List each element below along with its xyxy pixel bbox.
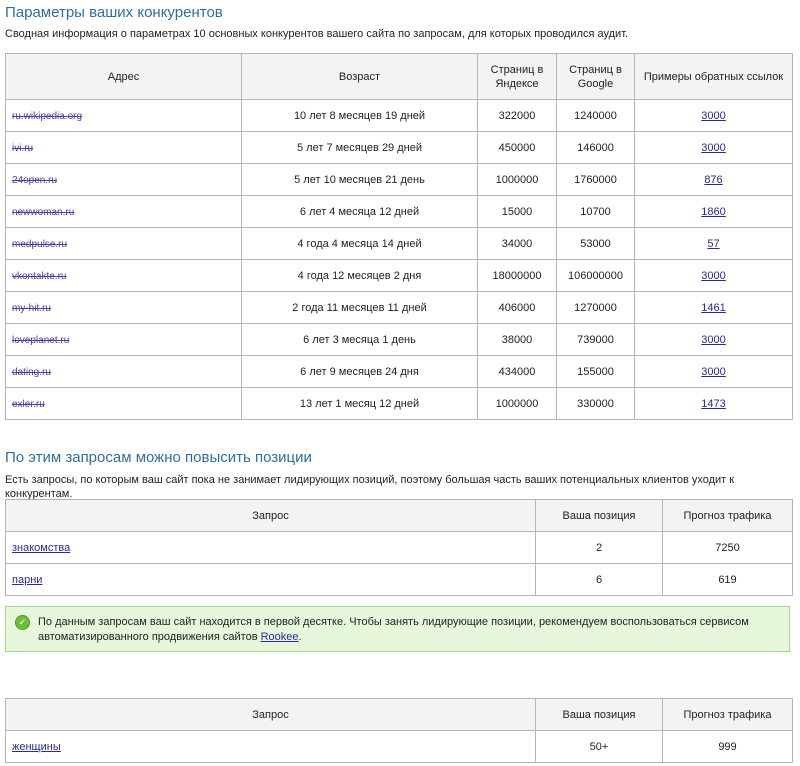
competitor-site-link[interactable]: vkontakte.ru xyxy=(12,270,67,282)
backlinks-link[interactable]: 3000 xyxy=(701,269,726,282)
competitor-age: 2 года 11 месяцев 11 дней xyxy=(242,292,478,324)
competitor-site-link[interactable]: my-hit.ru xyxy=(12,302,51,314)
table-row xyxy=(6,164,793,196)
info-note xyxy=(5,606,790,652)
competitor-age: 6 лет 9 месяцев 24 дня xyxy=(242,356,478,388)
competitor-site-link[interactable]: dating.ru xyxy=(12,366,51,378)
competitor-age: 4 года 12 месяцев 2 дня xyxy=(242,260,478,292)
query-traffic: 7250 xyxy=(663,532,793,564)
table-row xyxy=(6,731,793,763)
table-row xyxy=(6,564,793,596)
backlinks-link[interactable]: 3000 xyxy=(701,365,726,378)
table-row xyxy=(6,196,793,228)
competitor-site-link[interactable]: exler.ru xyxy=(12,398,45,410)
low-queries-header-row xyxy=(6,699,793,731)
table-row xyxy=(6,100,793,132)
competitor-age: 4 года 4 месяца 14 дней xyxy=(242,228,478,260)
header-traffic: Прогноз трафика xyxy=(663,699,793,731)
low-position-queries-table xyxy=(5,698,793,763)
competitor-site-link[interactable]: 24open.ru xyxy=(12,174,58,186)
competitors-title: Параметры ваших конкурентов xyxy=(5,4,223,21)
competitors-description: Сводная информация о параметрах 10 основных конкурентов вашего сайта по запросам, для которых проводился аудит. xyxy=(5,28,629,40)
competitor-yandex-pages: 15000 xyxy=(478,196,557,228)
query-position: 6 xyxy=(536,564,663,596)
competitor-site-link[interactable]: newwoman.ru xyxy=(12,206,75,218)
competitor-yandex-pages: 406000 xyxy=(478,292,557,324)
competitor-google-pages: 1240000 xyxy=(557,100,635,132)
competitor-age: 6 лет 3 месяца 1 день xyxy=(242,324,478,356)
backlinks-link[interactable]: 1473 xyxy=(701,397,726,410)
competitor-google-pages: 146000 xyxy=(557,132,635,164)
competitor-site-link[interactable]: ivi.ru xyxy=(12,142,34,154)
competitor-site-link[interactable]: medpulse.ru xyxy=(12,238,68,250)
competitor-site-link[interactable]: ru.wikipedia.org xyxy=(12,110,83,122)
backlinks-link[interactable]: 57 xyxy=(707,237,720,250)
query-position: 2 xyxy=(536,532,663,564)
header-address: Адрес xyxy=(6,54,242,100)
note-text: По данным запросам ваш сайт находится в первой десятке. Чтобы занять лидирующие позиции, рекомендуем воспользоваться сервисом автоматизированного продвижения сайтов xyxy=(38,616,749,643)
competitor-google-pages: 10700 xyxy=(557,196,635,228)
competitor-google-pages: 53000 xyxy=(557,228,635,260)
rookee-link[interactable]: Rookee xyxy=(260,631,299,643)
competitor-yandex-pages: 1000000 xyxy=(478,164,557,196)
table-row xyxy=(6,388,793,420)
competitor-google-pages: 155000 xyxy=(557,356,635,388)
competitor-age: 5 лет 10 месяцев 21 день xyxy=(242,164,478,196)
queries-header-row xyxy=(6,500,793,532)
backlinks-link[interactable]: 3000 xyxy=(701,109,726,122)
header-position: Ваша позиция xyxy=(536,500,663,532)
table-row xyxy=(6,532,793,564)
query-position: 50+ xyxy=(536,731,663,763)
table-row xyxy=(6,260,793,292)
competitor-yandex-pages: 450000 xyxy=(478,132,557,164)
competitor-google-pages: 1760000 xyxy=(557,164,635,196)
competitor-yandex-pages: 434000 xyxy=(478,356,557,388)
header-query: Запрос xyxy=(6,699,536,731)
header-traffic: Прогноз трафика xyxy=(663,500,793,532)
competitor-yandex-pages: 1000000 xyxy=(478,388,557,420)
backlinks-link[interactable]: 1461 xyxy=(701,301,726,314)
header-position: Ваша позиция xyxy=(536,699,663,731)
header-yandex-pages: Страниц в Яндексе xyxy=(478,54,557,100)
backlinks-link[interactable]: 3000 xyxy=(701,333,726,346)
competitor-google-pages: 106000000 xyxy=(557,260,635,292)
header-google-pages: Страниц в Google xyxy=(557,54,635,100)
query-link[interactable]: женщины xyxy=(12,740,61,753)
note-text-end: . xyxy=(298,631,302,643)
queries-table xyxy=(5,499,793,596)
improve-positions-title: По этим запросам можно повысить позиции xyxy=(5,449,312,466)
query-link[interactable]: парни xyxy=(12,573,43,586)
competitor-site-link[interactable]: loveplanet.ru xyxy=(12,334,70,346)
table-row xyxy=(6,356,793,388)
competitors-header-row xyxy=(6,54,793,100)
header-query: Запрос xyxy=(6,500,536,532)
table-row xyxy=(6,228,793,260)
competitor-google-pages: 739000 xyxy=(557,324,635,356)
competitor-yandex-pages: 34000 xyxy=(478,228,557,260)
table-row xyxy=(6,324,793,356)
competitor-age: 5 лет 7 месяцев 29 дней xyxy=(242,132,478,164)
query-traffic: 619 xyxy=(663,564,793,596)
backlinks-link[interactable]: 876 xyxy=(704,173,723,186)
query-traffic: 999 xyxy=(663,731,793,763)
competitor-google-pages: 330000 xyxy=(557,388,635,420)
competitor-yandex-pages: 322000 xyxy=(478,100,557,132)
competitors-table xyxy=(5,53,793,420)
competitor-google-pages: 1270000 xyxy=(557,292,635,324)
header-backlinks: Примеры обратных ссылок xyxy=(635,54,793,100)
table-row xyxy=(6,132,793,164)
competitor-age: 10 лет 8 месяцев 19 дней xyxy=(242,100,478,132)
competitor-yandex-pages: 18000000 xyxy=(478,260,557,292)
competitor-age: 6 лет 4 месяца 12 дней xyxy=(242,196,478,228)
query-link[interactable]: знакомства xyxy=(12,541,71,554)
table-row xyxy=(6,292,793,324)
check-circle-icon: ✓ xyxy=(15,615,30,630)
header-age: Возраст xyxy=(242,54,478,100)
backlinks-link[interactable]: 3000 xyxy=(701,141,726,154)
improve-positions-description: Есть запросы, по которым ваш сайт пока не занимает лидирующих позиций, поэтому большая часть ваших потенциальных клиентов уходит к конкурентам. xyxy=(5,474,735,500)
backlinks-link[interactable]: 1860 xyxy=(701,205,726,218)
competitor-yandex-pages: 38000 xyxy=(478,324,557,356)
competitor-age: 13 лет 1 месяц 12 дней xyxy=(242,388,478,420)
